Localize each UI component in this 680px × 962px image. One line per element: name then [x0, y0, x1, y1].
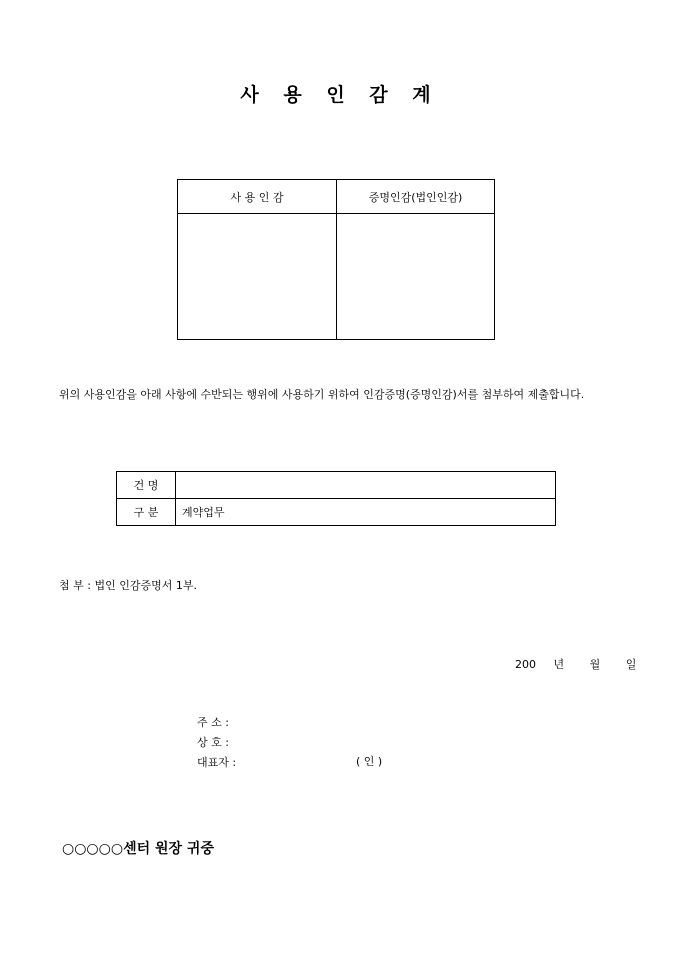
category-value: 계약업무 [176, 499, 556, 526]
addressee: ○○○○○센터 원장 귀중 [62, 841, 214, 857]
date-year: 200 [515, 658, 536, 671]
used-seal-box [178, 214, 337, 340]
subject-label: 건 명 [117, 472, 176, 499]
address-line [197, 713, 247, 733]
date-year-unit: 년 [553, 658, 565, 671]
seal-table [177, 179, 495, 340]
table-row [117, 499, 556, 526]
certified-seal-box [337, 214, 495, 340]
seal-table-header-used-seal: 사 용 인 감 [178, 180, 337, 214]
document-title: 사 용 인 감 계 [240, 84, 440, 106]
category-label: 구 분 [117, 499, 176, 526]
table-row [117, 472, 556, 499]
info-table [116, 471, 556, 526]
subject-value [176, 472, 556, 499]
statement-text: 위의 사용인감을 아래 사항에 수반되는 행위에 사용하기 위하여 인감증명(증명인감)서를 첨부하여 제출합니다. [59, 388, 585, 401]
address-label: 주 소 : [197, 716, 229, 729]
seal-mark: ( 인 ) [356, 755, 383, 768]
representative-line [197, 753, 247, 773]
date-line [515, 656, 636, 672]
seal-table-header-certified-seal: 증명인감(법인인감) [337, 180, 495, 214]
date-day-unit: 일 [625, 658, 637, 671]
representative-label: 대표자 : [197, 756, 237, 769]
company-line [197, 733, 247, 753]
attachment-text: 첨 부 : 법인 인감증명서 1부. [59, 579, 197, 592]
company-label: 상 호 : [197, 736, 229, 749]
date-month-unit: 월 [589, 658, 601, 671]
